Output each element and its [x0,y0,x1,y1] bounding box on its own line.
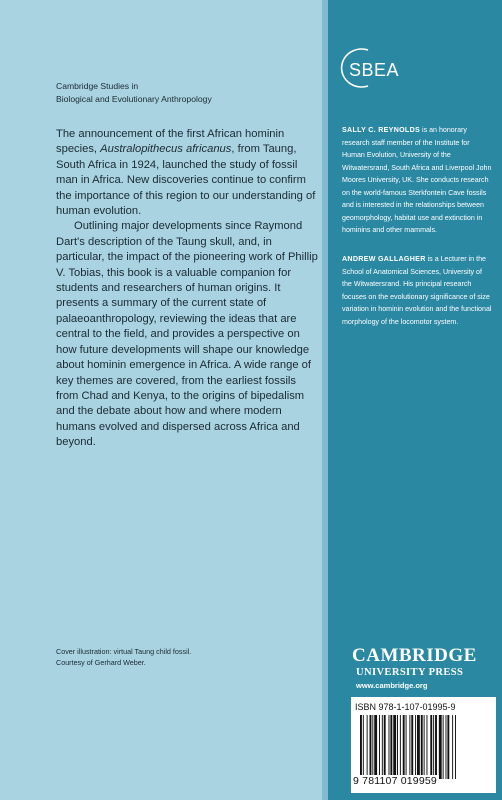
publisher-url: www.cambridge.org [356,681,428,690]
barcode-bar [455,715,456,779]
barcode-bar [382,715,383,779]
series-title-line-2: Biological and Evolutionary Anthropology [56,94,212,104]
credit-line-2: Courtesy of Gerhard Weber. [56,658,146,667]
publisher-logo [352,646,492,690]
blurb-p1-end: , from Taung, South Africa in 1924, launched the study of fossil man in Africa. New discoveries continue to confirm the importance of this region to our understanding of human evolution. [56,143,316,218]
barcode-bar [403,715,405,779]
barcode-bar [372,715,373,779]
barcode-bar [452,715,453,779]
blurb-p1-start: The announcement of the first African hominin species, [56,128,285,156]
barcode-box [351,697,496,793]
author-bio-2 [342,253,492,328]
book-blurb [56,127,318,451]
barcode-bar [370,715,372,779]
barcode-bar [374,715,377,779]
barcode-bar [446,715,447,779]
cover-illustration-credit [56,646,306,668]
barcode-bar [409,715,410,779]
barcode-bar [430,715,432,779]
credit-line-1: Cover illustration: virtual Taung child fossil. [56,647,192,656]
barcode-bar [384,715,386,779]
barcode-bar [424,715,425,779]
author-bio-text-2: is a Lecturer in the School of Anatomical Sciences, University of the Witwatersrand. His principal research focuses on the evolutionary significance of size variation in hominin evolution and the functional morphology of the locomotor system. [342,255,492,326]
barcode-bar [400,715,401,779]
barcode-bar [447,715,449,779]
barcode-bar [367,715,368,779]
barcode-bar [433,715,434,779]
blurb-paragraph-2: Outlining major developments since Raymond Dart's description of the Taung skull, and, in particular, the impact of the pioneering work of Phillip V. Tobias, this book is a valuable companion for students and researchers of human origins. It presents a summary of the current state of palaeoanthropology, reviewing the ideas that are central to the field, and provides a perspective on how future developments will shape our knowledge about hominin emergence in Africa. A wide range of key themes are covered, from the earliest fossils from Chad and Kenya, to the origins of bipedalism and the debate about how and where modern humans evolved and dispersed across Africa and beyond. [56,220,318,449]
barcode-bar [417,715,420,779]
series-title-line-1: Cambridge Studies in [56,81,139,91]
barcode-bar [406,715,407,779]
barcode-bar [390,715,392,779]
publisher-subtitle: UNIVERSITY PRESS [356,667,464,678]
barcode-bar [360,715,362,779]
author-bio-1 [342,124,492,237]
species-name: Australopithecus africanus [100,143,232,156]
publisher-name: CAMBRIDGE [352,645,477,666]
barcode-bar [363,715,364,779]
author-name-2: ANDREW GALLAGHER [342,255,426,263]
barcode-bar [427,715,428,779]
barcode-bar [397,715,398,779]
barcode-bar [443,715,444,779]
barcode-number: 9 781107 019959 [353,775,437,787]
blurb-paragraph-1 [56,127,318,219]
isbn-label: ISBN 978-1-107-01995-9 [355,702,456,712]
series-title [56,80,306,106]
barcode-bar [421,715,423,779]
csbea-logo-text: SBEA [349,60,400,80]
author-name-1: SALLY C. REYNOLDS [342,126,421,134]
barcode-bar [393,715,396,779]
barcode-bar [415,715,416,779]
barcode-bar [439,715,442,779]
barcode-bar [379,715,380,779]
author-bio-text-1: is an honorary research staff member of the Institute for Human Evolution, University of the Witwatersrand, South Africa and Liverpool John Moores University, UK. She conducts research on the world-famous Sterkfontein Cave fossils and is interested in the relationships between geomorphology, habitat use and extinction in hominins and other mammals. [342,126,492,234]
barcode-bar [389,715,390,779]
barcode-bar [411,715,413,779]
barcode-icon [359,715,491,779]
barcode-bar [435,715,437,779]
